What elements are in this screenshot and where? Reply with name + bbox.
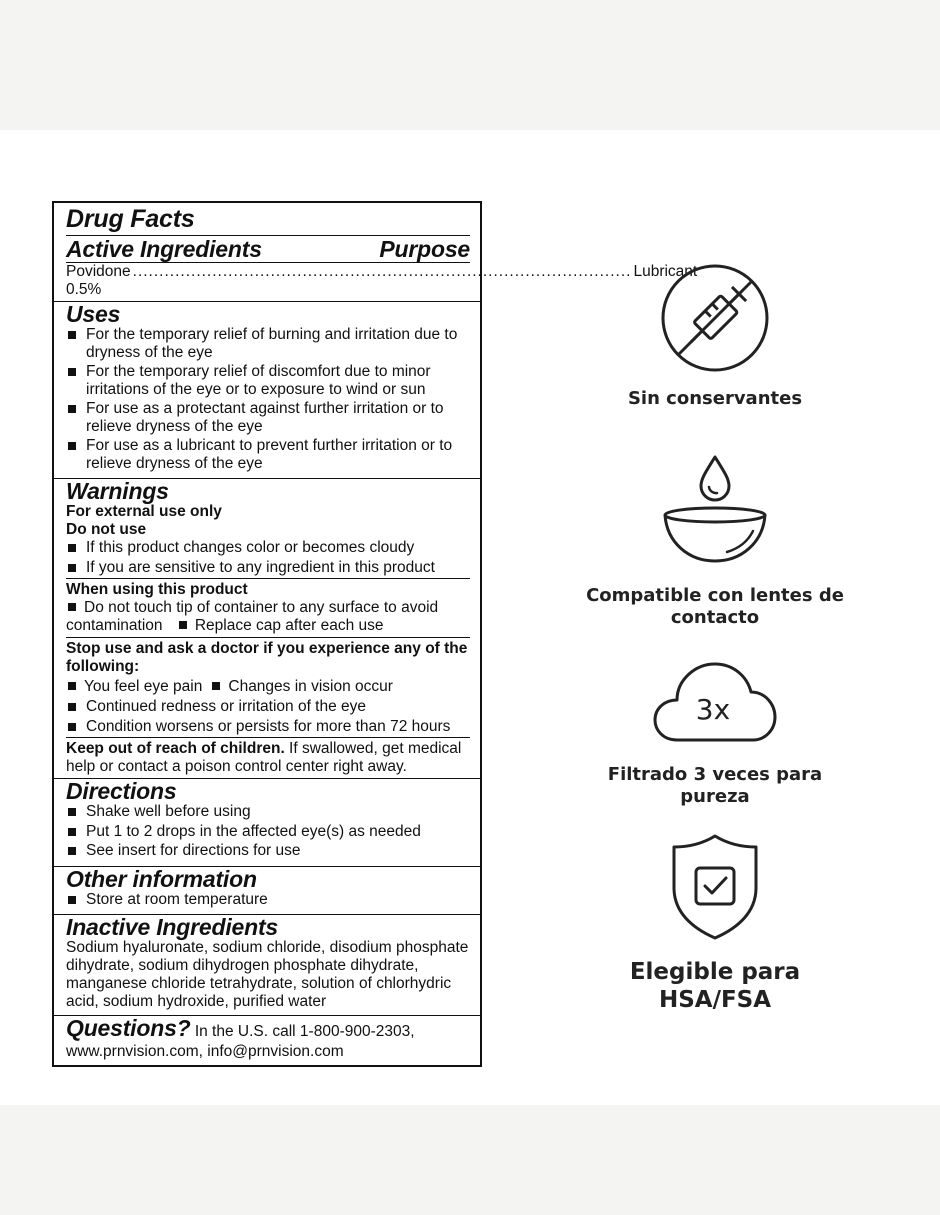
feature-label: Compatible con lentes de contacto (586, 585, 844, 628)
no-syringe-icon (659, 262, 771, 374)
drug-facts-panel (52, 201, 698, 1067)
active-header-row (66, 236, 470, 262)
inactive-text: Sodium hyaluronate, sodium chloride, disodium phosphate dihydrate, sodium dihydrogen phosphate dihydrate, manganese chloride tetrahydrate, solution of chlorhydric acid, sodium hydroxide, purified water (66, 939, 469, 1010)
list-item: If you are sensitive to any ingredient in this product (66, 559, 470, 577)
stop-use-block (66, 637, 470, 735)
other-info-section (54, 867, 480, 916)
inactive-heading: Inactive Ingredients (66, 914, 279, 940)
active-section (54, 203, 698, 302)
cloud-icon-text: 3x (695, 693, 731, 726)
questions-line: Questions? In the U.S. call 1-800-900-2303, (66, 1015, 415, 1041)
stop-use-inline: You feel eye pain Changes in vision occur (66, 678, 470, 696)
list-item: For the temporary relief of discomfort due to minor irritations of the eye or to exposure to wind or sun (66, 363, 470, 398)
active-purpose: Lubricant (633, 263, 698, 280)
list-item: Store at room temperature (66, 891, 470, 909)
questions-section (54, 1016, 480, 1065)
questions-heading: Questions? (66, 1015, 191, 1041)
dot-leader: .............................................................................................. (132, 263, 632, 280)
do-not-use-heading: Do not use (66, 521, 147, 538)
stop-use-list (66, 698, 470, 735)
keep-out-text: Keep out of reach of children. If swallowed, get medical help or contact a poison control center right away. (66, 740, 462, 775)
when-using-text: Do not touch tip of container to any surface to avoid contamination Replace cap after each use (66, 599, 439, 634)
inactive-section (54, 915, 480, 1016)
warnings-heading: Warnings (66, 478, 169, 504)
when-using-heading: When using this product (66, 581, 248, 598)
keep-out-block (66, 737, 470, 776)
when-using-block (66, 578, 470, 635)
list-item: Continued redness or irritation of the eye (66, 698, 470, 716)
uses-heading: Uses (66, 301, 121, 327)
external-use-text: For external use only (66, 503, 222, 520)
questions-contact: www.prnvision.com, info@prnvision.com (66, 1043, 344, 1060)
contact-lens-drop-icon (645, 455, 785, 565)
cloud-3x-icon (653, 660, 777, 744)
directions-heading: Directions (66, 778, 177, 804)
list-item: For use as a lubricant to prevent further irritation or to relieve dryness of the eye (66, 437, 470, 472)
drug-facts-title: Drug Facts (66, 205, 195, 233)
warnings-section (54, 479, 480, 779)
list-item: Shake well before using (66, 803, 470, 821)
feature-label: Elegible para HSA/FSA (629, 959, 801, 1013)
list-item: Put 1 to 2 drops in the affected eye(s) as needed (66, 823, 470, 841)
uses-list (66, 326, 470, 472)
uses-section (54, 302, 480, 479)
active-ingredients-heading: Active Ingredients (66, 236, 262, 262)
active-ingredient-row (66, 263, 698, 299)
other-info-list (66, 891, 470, 909)
list-item: Condition worsens or persists for more than 72 hours (66, 718, 470, 736)
list-item: See insert for directions for use (66, 842, 470, 860)
stop-use-heading: Stop use and ask a doctor if you experience any of the following: (66, 640, 468, 675)
directions-section (54, 779, 480, 867)
list-item: If this product changes color or becomes cloudy (66, 539, 470, 557)
feature-filtered (580, 660, 850, 808)
do-not-use-list (66, 539, 470, 576)
shield-check-icon (670, 834, 760, 940)
directions-list (66, 803, 470, 860)
list-item: For use as a protectant against further irritation or to relieve dryness of the eye (66, 400, 470, 435)
feature-preservative-free (580, 262, 850, 410)
purpose-heading: Purpose (379, 236, 470, 262)
feature-label: Filtrado 3 veces para pureza (607, 764, 823, 807)
other-info-heading: Other information (66, 865, 257, 892)
list-item: For the temporary relief of burning and irritation due to dryness of the eye (66, 326, 470, 361)
active-ingredient: Povidone 0.5% (66, 263, 131, 298)
feature-hsa-fsa (580, 834, 850, 1014)
feature-label: Sin conservantes (627, 388, 803, 409)
feature-contact-lens (580, 455, 850, 629)
